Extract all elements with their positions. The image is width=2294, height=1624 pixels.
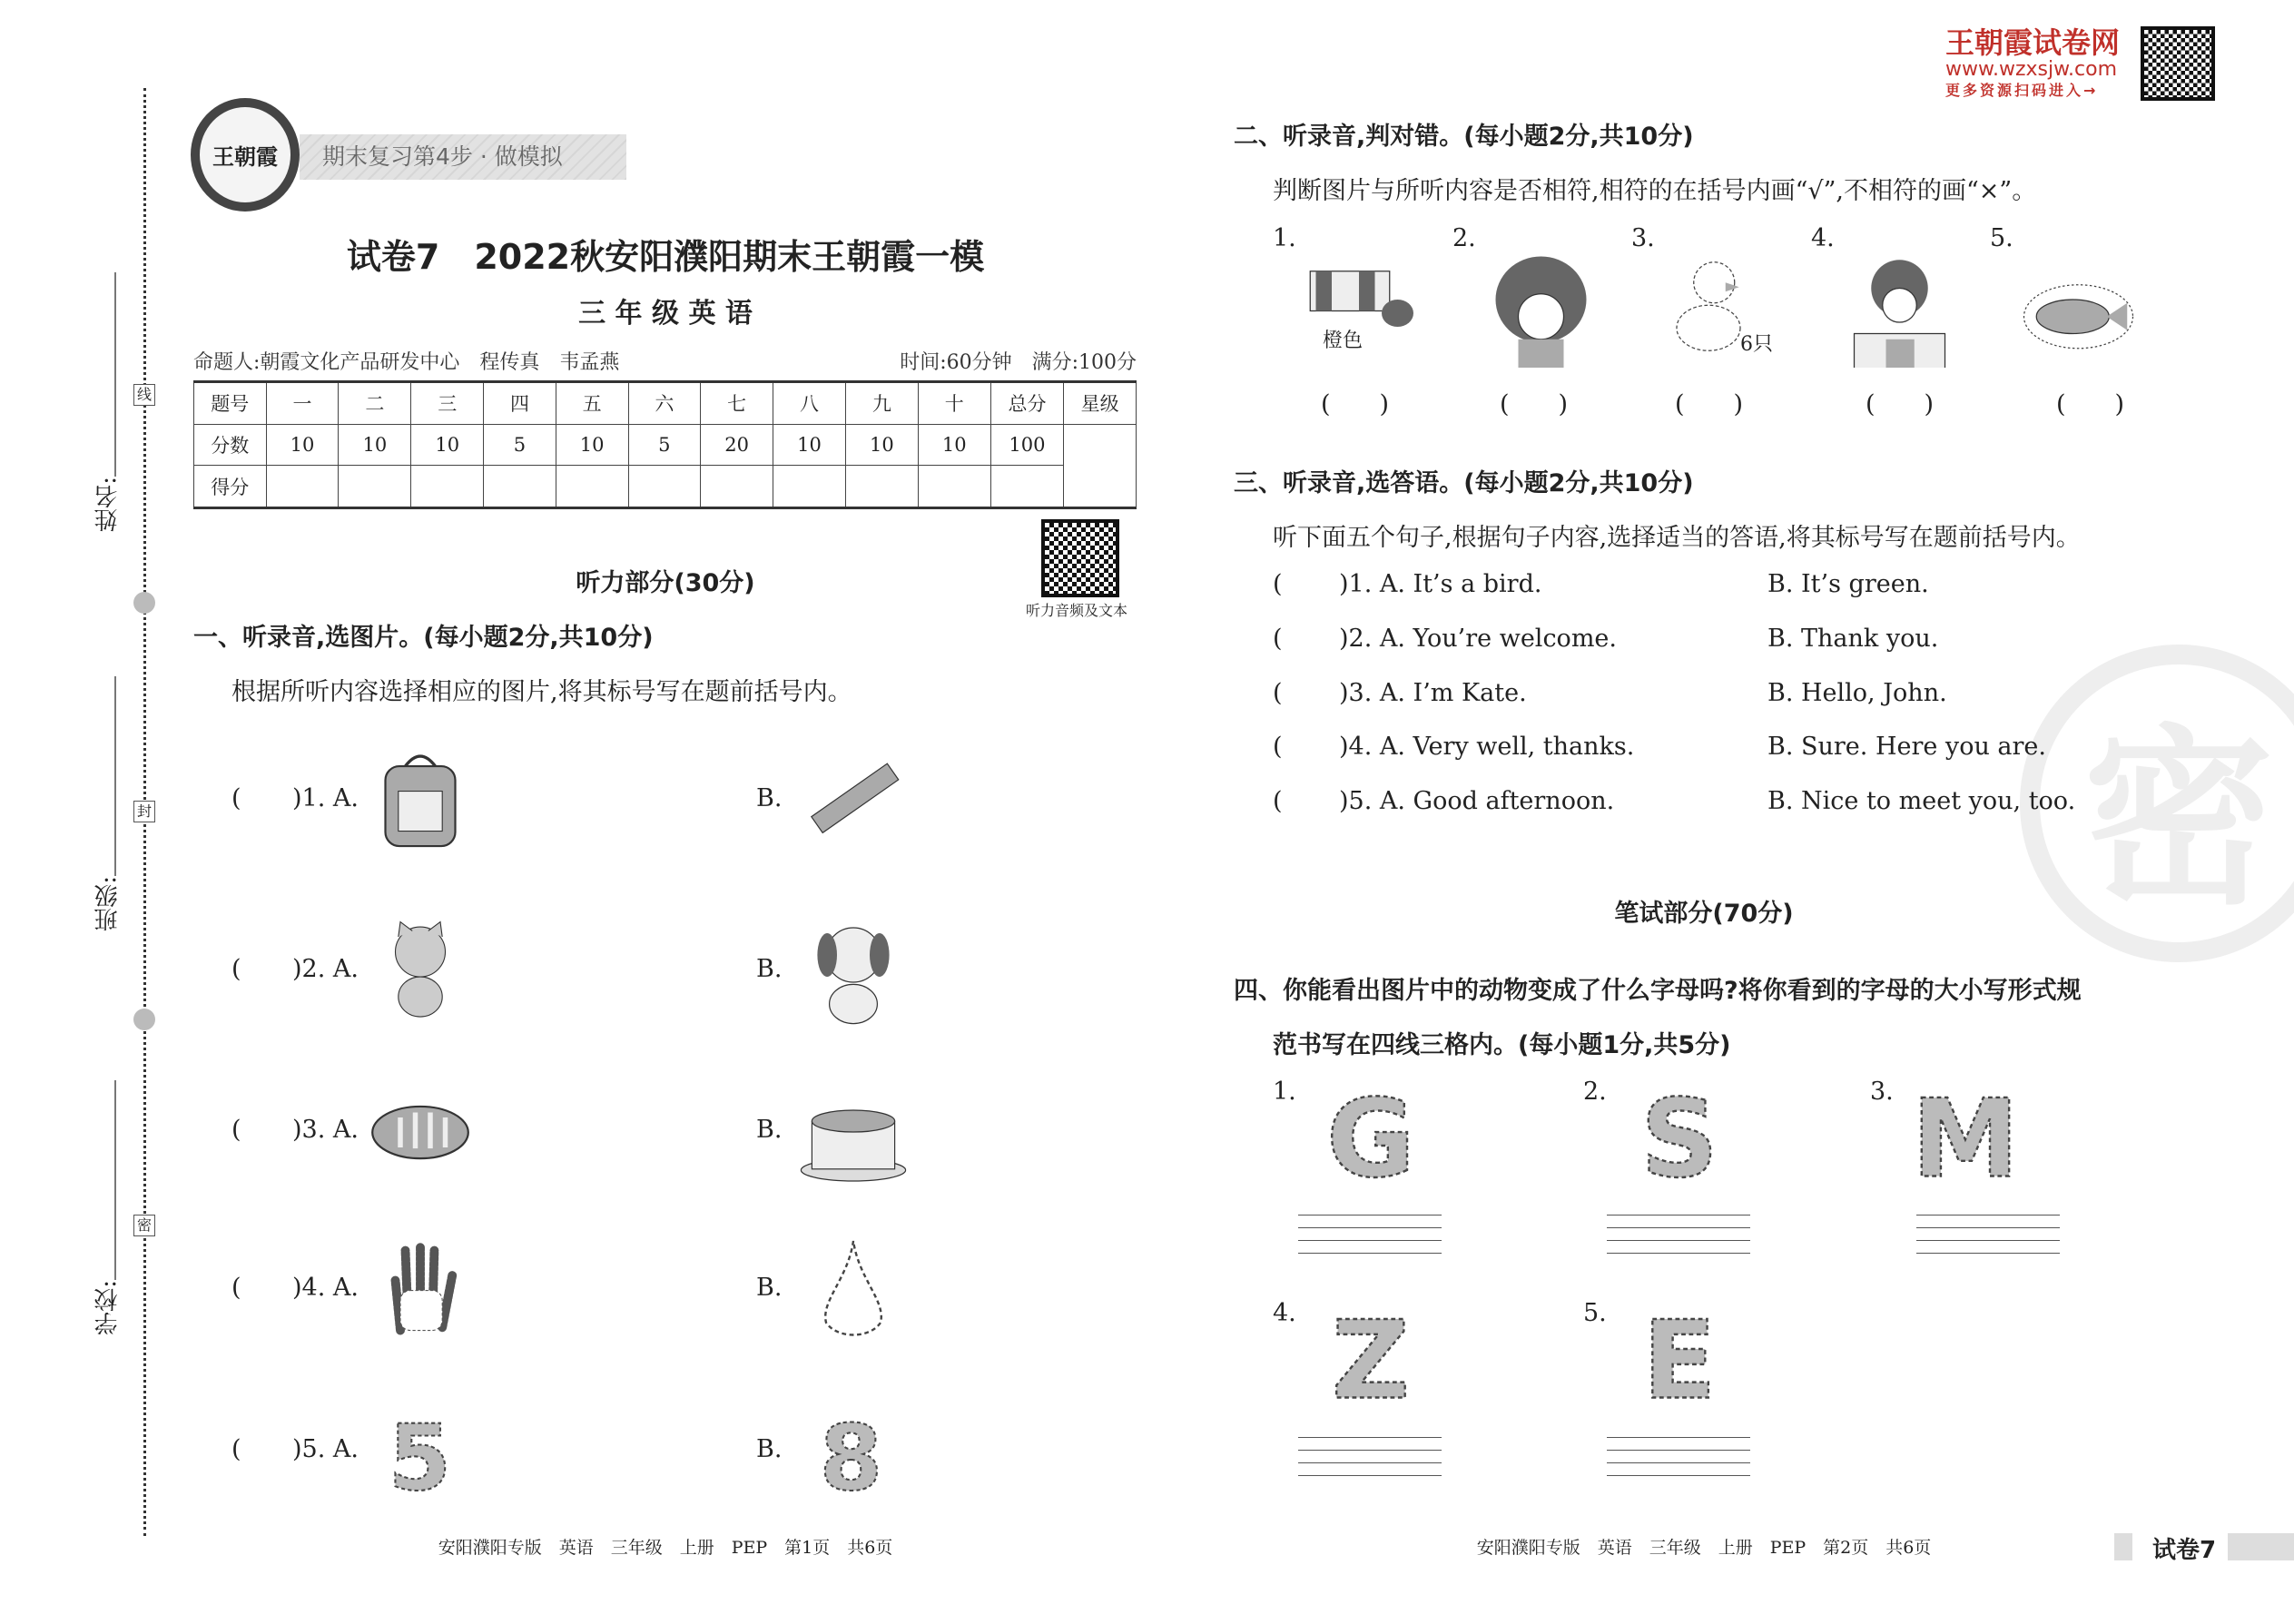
- got-score-cell[interactable]: [556, 466, 628, 508]
- picture-glyph: M: [1911, 1077, 2020, 1185]
- item-number: 1.: [1273, 224, 1296, 252]
- score-header-cell: 四: [484, 382, 556, 425]
- answer-bracket[interactable]: (: [1273, 787, 1283, 815]
- backpack-picture: [370, 746, 470, 855]
- four-line-writing-grid[interactable]: [1607, 1215, 1750, 1265]
- logo-text: 王朝霞: [212, 143, 278, 170]
- picture-glyph: S: [1640, 1077, 1718, 1185]
- option-b: B. It’s green.: [1767, 570, 1929, 598]
- got-score-cell[interactable]: [990, 466, 1064, 508]
- part1-instruction: 根据所听内容选择相应的图片,将其标号写在题前括号内。: [231, 678, 852, 706]
- boy-picture: [1843, 254, 1956, 368]
- brand-logo-seal: [191, 98, 300, 212]
- got-score-cell[interactable]: [918, 466, 990, 508]
- seal-char-secret: 密: [133, 1215, 155, 1236]
- nose-picture: [799, 1235, 908, 1344]
- option-b-label: B.: [756, 784, 783, 812]
- item-number: 1.: [1273, 1078, 1296, 1106]
- grid-line: [1607, 1227, 1750, 1228]
- points-cell: 10: [266, 424, 339, 465]
- score-header-cell: 二: [339, 382, 411, 425]
- got-score-cell[interactable]: [701, 466, 773, 508]
- question-number: )5. A.: [292, 1435, 359, 1463]
- answer-bracket[interactable]: (: [1273, 733, 1283, 761]
- audio-qr-code[interactable]: [1041, 519, 1119, 597]
- time-and-score: 时间:60分钟 满分:100分: [900, 351, 1137, 374]
- points-cell: 10: [918, 424, 990, 465]
- part4-heading-line1: 四、你能看出图片中的动物变成了什么字母吗?将你看到的字母的大小写形式规: [1234, 977, 2082, 1005]
- page-title: 试卷7 2022秋安阳濮阳期末王朝霞一模: [346, 237, 985, 277]
- score-header-cell: 题号: [194, 382, 267, 425]
- banner-text: 期末复习第4步 · 做模拟: [322, 143, 563, 170]
- part1-heading: 一、听录音,选图片。(每小题2分,共10分): [193, 624, 654, 652]
- grid-line: [1298, 1215, 1442, 1216]
- item-number: 2.: [1452, 224, 1476, 252]
- judge-bracket[interactable]: ( ): [2056, 390, 2125, 418]
- picture-glyph: Z: [1331, 1298, 1411, 1406]
- watermark-char: 密: [2082, 708, 2274, 930]
- option-b-label: B.: [756, 1274, 783, 1302]
- grid-line: [1607, 1475, 1750, 1476]
- item-number: 3.: [1631, 224, 1655, 252]
- authors: 命题人:朝霞文化产品研发中心 程传真 韦孟燕: [193, 351, 620, 374]
- judge-bracket[interactable]: ( ): [1321, 390, 1390, 418]
- school-label: 学校:: [94, 1280, 122, 1335]
- brand-name: 王朝霞试卷网: [1945, 25, 2121, 60]
- points-cell: 20: [701, 424, 773, 465]
- name-field[interactable]: [114, 272, 116, 477]
- option-b: B. Thank you.: [1767, 625, 1939, 653]
- class-field[interactable]: [114, 676, 116, 876]
- outline-digit-picture: [803, 1402, 899, 1497]
- score-header-cell: 七: [701, 382, 773, 425]
- answer-bracket[interactable]: (: [231, 955, 241, 983]
- picture-caption: 橙色: [1323, 330, 1364, 352]
- brand-qr-code[interactable]: [2141, 26, 2215, 101]
- picture-caption: 6只: [1740, 333, 1773, 356]
- animal-letter-picture: [1316, 1293, 1425, 1406]
- four-line-writing-grid[interactable]: [1298, 1215, 1442, 1265]
- bread-picture: [370, 1078, 470, 1186]
- animal-letter-picture: [1911, 1071, 2020, 1185]
- animal-letter-picture: [1625, 1293, 1734, 1406]
- score-header-cell: 五: [556, 382, 628, 425]
- question-number: )3. A.: [292, 1116, 359, 1144]
- qr-caption: 听力音频及文本: [1026, 602, 1128, 619]
- hand-picture: [370, 1235, 470, 1344]
- class-label: 班级:: [94, 876, 122, 931]
- part2-instruction: 判断图片与所听内容是否相符,相符的在括号内画“√”,不相符的画“×”。: [1273, 177, 2037, 205]
- footer-right: 安阳濮阳专版 英语 三年级 上册 PEP 第2页 共6页: [1476, 1538, 1932, 1558]
- option-b-label: B.: [756, 955, 783, 983]
- points-cell: 10: [556, 424, 628, 465]
- option-b: B. Sure. Here you are.: [1767, 733, 2046, 761]
- girl-picture: [1484, 254, 1598, 368]
- grid-line: [1916, 1240, 2060, 1241]
- grid-line: [1607, 1437, 1750, 1438]
- picture-glyph: 5: [388, 1404, 452, 1497]
- item-number: 4.: [1273, 1299, 1296, 1327]
- outline-digit-picture: [372, 1402, 468, 1497]
- grid-line: [1298, 1450, 1442, 1451]
- score-table: [193, 380, 1137, 509]
- option-a: )4. A. Very well, thanks.: [1339, 733, 1635, 761]
- score-header-cell: 一: [266, 382, 339, 425]
- animal-letter-picture: [1316, 1071, 1425, 1185]
- part3-instruction: 听下面五个句子,根据句子内容,选择适当的答语,将其标号写在题前括号内。: [1273, 524, 2081, 552]
- picture-glyph: 8: [819, 1404, 883, 1497]
- scissors-icon: [133, 1009, 155, 1030]
- score-table-header-row: [194, 382, 1137, 425]
- grid-line: [1916, 1215, 2060, 1216]
- score-header-cell: 三: [411, 382, 484, 425]
- part3-heading: 三、听录音,选答语。(每小题2分,共10分): [1234, 469, 1694, 497]
- paper-badge-text: 试卷7: [2152, 1537, 2217, 1564]
- answer-bracket[interactable]: (: [231, 1116, 241, 1144]
- points-cell: 10: [411, 424, 484, 465]
- score-header-cell: 六: [628, 382, 701, 425]
- question-number: )2. A.: [292, 955, 359, 983]
- option-a: )1. A. It’s a bird.: [1339, 570, 1542, 598]
- score-table-got-row: [194, 466, 1137, 508]
- points-cell: 10: [845, 424, 918, 465]
- star-rating-cell[interactable]: [1064, 424, 1137, 507]
- part4-heading-line2: 范书写在四线三格内。(每小题1分,共5分): [1273, 1031, 1731, 1059]
- score-header-cell: 九: [845, 382, 918, 425]
- school-field[interactable]: [114, 1080, 116, 1280]
- answer-bracket[interactable]: (: [231, 784, 241, 812]
- answer-bracket[interactable]: (: [1273, 570, 1283, 598]
- grid-line: [1298, 1227, 1442, 1228]
- grid-line: [1298, 1437, 1442, 1438]
- points-cell: 100: [990, 424, 1064, 465]
- got-score-cell[interactable]: [845, 466, 918, 508]
- answer-bracket[interactable]: (: [1273, 679, 1283, 707]
- got-score-cell[interactable]: [339, 466, 411, 508]
- brand-cta: 更多资源扫码进入→: [1945, 82, 2099, 99]
- grid-line: [1916, 1253, 2060, 1254]
- grid-line: [1298, 1240, 1442, 1241]
- option-a: )2. A. You’re welcome.: [1339, 625, 1617, 653]
- points-cell: 5: [484, 424, 556, 465]
- question-number: )1. A.: [292, 784, 359, 812]
- option-b: B. Hello, John.: [1767, 679, 1947, 707]
- grid-line: [1298, 1475, 1442, 1476]
- judge-bracket[interactable]: ( ): [1866, 390, 1935, 418]
- score-table-points-row: [194, 424, 1137, 465]
- four-line-writing-grid[interactable]: [1916, 1215, 2060, 1265]
- cake-picture: [799, 1078, 908, 1186]
- scissors-icon: [133, 592, 155, 614]
- score-header-cell: 十: [918, 382, 990, 425]
- crayon-picture: [799, 746, 908, 855]
- animal-letter-picture: [1625, 1071, 1734, 1185]
- grid-line: [1298, 1462, 1442, 1463]
- seal-char-line: 线: [133, 384, 155, 406]
- got-score-cell[interactable]: [773, 466, 846, 508]
- fish-picture: [2022, 254, 2135, 368]
- got-label: 得分: [194, 466, 267, 508]
- item-number: 2.: [1583, 1078, 1607, 1106]
- option-b: B. Nice to meet you, too.: [1767, 787, 2076, 815]
- points-cell: 10: [773, 424, 846, 465]
- score-header-cell: 总分: [990, 382, 1064, 425]
- answer-bracket[interactable]: (: [231, 1435, 241, 1463]
- part2-heading: 二、听录音,判对错。(每小题2分,共10分): [1234, 123, 1694, 151]
- item-number: 4.: [1811, 224, 1835, 252]
- grid-line: [1298, 1253, 1442, 1254]
- option-b-label: B.: [756, 1116, 783, 1144]
- points-label: 分数: [194, 424, 267, 465]
- answer-bracket[interactable]: (: [231, 1274, 241, 1302]
- item-number: 5.: [1583, 1299, 1607, 1327]
- option-b-label: B.: [756, 1435, 783, 1463]
- got-score-cell[interactable]: [411, 466, 484, 508]
- option-a: )5. A. Good afternoon.: [1339, 787, 1615, 815]
- judge-bracket[interactable]: ( ): [1500, 390, 1569, 418]
- brand-top-right[interactable]: [1945, 26, 2218, 103]
- page-subtitle: 三 年 级 英 语: [578, 298, 753, 330]
- option-a: )3. A. I’m Kate.: [1339, 679, 1527, 707]
- got-score-cell[interactable]: [628, 466, 701, 508]
- seal-char-seal: 封: [133, 801, 155, 822]
- question-number: )4. A.: [292, 1274, 359, 1302]
- dog-picture: [799, 917, 908, 1026]
- item-number: 3.: [1870, 1078, 1894, 1106]
- cat-picture: [370, 917, 470, 1026]
- written-section-title: 笔试部分(70分): [1614, 900, 1794, 928]
- judge-bracket[interactable]: ( ): [1675, 390, 1744, 418]
- answer-bracket[interactable]: (: [1273, 625, 1283, 653]
- footer-left: 安阳濮阳专版 英语 三年级 上册 PEP 第1页 共6页: [438, 1538, 893, 1558]
- four-line-writing-grid[interactable]: [1607, 1437, 1750, 1488]
- grid-line: [1916, 1227, 2060, 1228]
- got-score-cell[interactable]: [266, 466, 339, 508]
- picture-glyph: G: [1326, 1077, 1415, 1185]
- four-line-writing-grid[interactable]: [1298, 1437, 1442, 1488]
- grid-line: [1607, 1215, 1750, 1216]
- name-label: 姓名:: [94, 477, 122, 532]
- got-score-cell[interactable]: [484, 466, 556, 508]
- points-cell: 5: [628, 424, 701, 465]
- grid-line: [1607, 1450, 1750, 1451]
- listening-section-title: 听力部分(30分): [576, 569, 755, 597]
- score-header-cell: 星级: [1064, 382, 1137, 425]
- paper-badge: [2114, 1533, 2294, 1564]
- score-header-cell: 八: [773, 382, 846, 425]
- grid-line: [1607, 1462, 1750, 1463]
- review-step-banner: [300, 134, 626, 180]
- brand-url: www.wzxsjw.com: [1945, 58, 2118, 81]
- grid-line: [1607, 1240, 1750, 1241]
- picture-glyph: E: [1642, 1298, 1717, 1406]
- item-number: 5.: [1990, 224, 2013, 252]
- grid-line: [1607, 1253, 1750, 1254]
- points-cell: 10: [339, 424, 411, 465]
